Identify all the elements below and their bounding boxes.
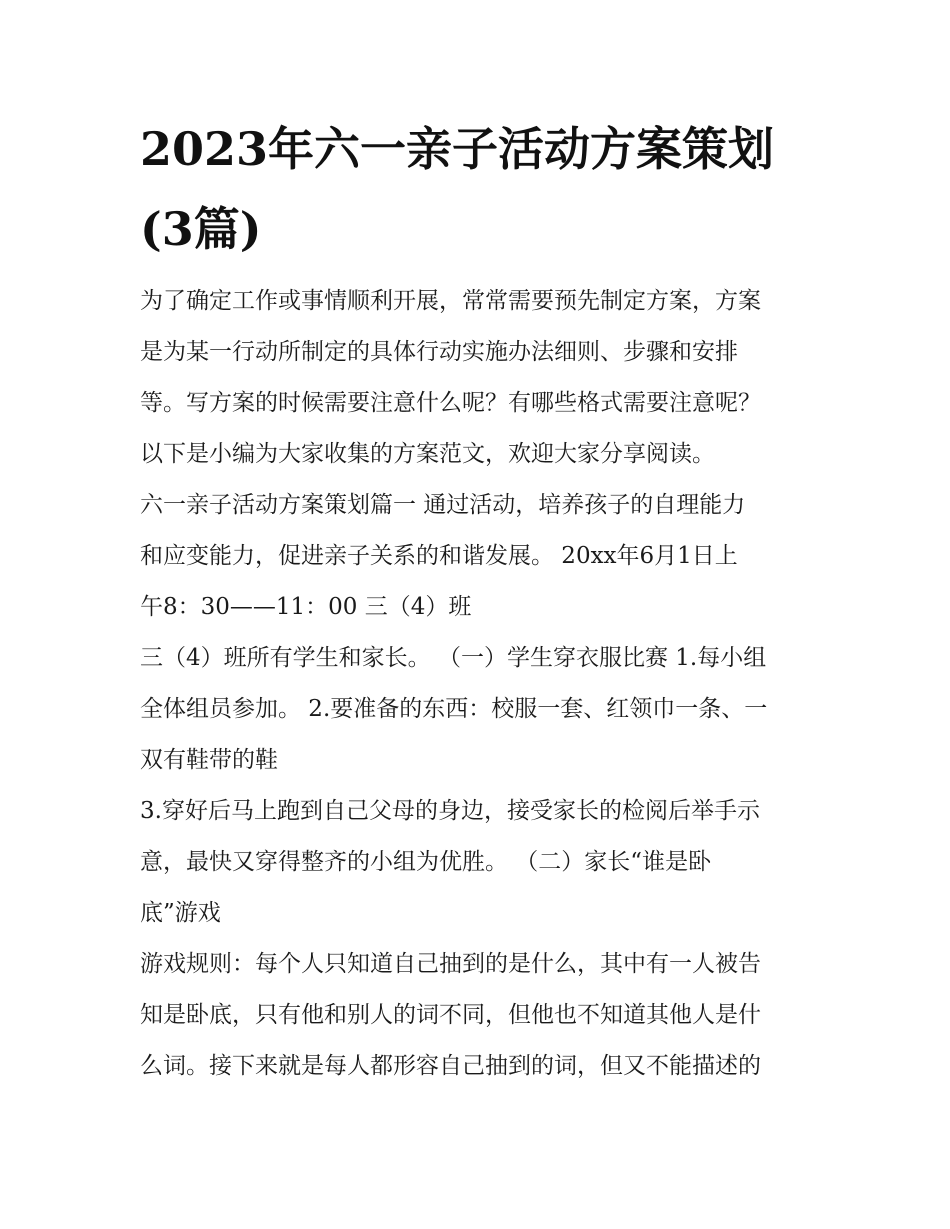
body-line: 和应变能力，促进亲子关系的和谐发展。 20xx年6月1日上	[140, 543, 738, 569]
body-line: 以下是小编为大家收集的方案范文，欢迎大家分享阅读。	[140, 441, 715, 467]
body-line: 六一亲子活动方案策划篇一 通过活动，培养孩子的自理能力	[140, 492, 746, 518]
document-title-line-1: 2023年六一亲子活动方案策划	[140, 122, 775, 176]
body-line: 为了确定工作或事情顺利开展，常常需要预先制定方案，方案	[140, 288, 761, 314]
body-line: 午8：30——11：00 三（4）班	[140, 594, 472, 620]
body-line: 么词。接下来就是每人都形容自己抽到的词，但又不能描述的	[140, 1053, 761, 1079]
body-line: 是为某一行动所制定的具体行动实施办法细则、步骤和安排	[140, 339, 738, 365]
body-line: 知是卧底，只有他和别人的词不同，但他也不知道其他人是什	[140, 1002, 761, 1028]
body-line: 3.穿好后马上跑到自己父母的身边，接受家长的检阅后举手示	[140, 798, 760, 824]
body-line: 三（4）班所有学生和家长。 （一）学生穿衣服比赛 1.每小组	[140, 645, 767, 671]
document-title-line-2: (3篇)	[140, 202, 262, 256]
body-line: 全体组员参加。 2.要准备的东西：校服一套、红领巾一条、一	[140, 696, 768, 722]
body-line: 双有鞋带的鞋	[140, 747, 278, 773]
body-line: 等。写方案的时候需要注意什么呢？有哪些格式需要注意呢？	[140, 390, 761, 416]
body-line: 游戏规则：每个人只知道自己抽到的是什么，其中有一人被告	[140, 951, 761, 977]
body-line: 意，最快又穿得整齐的小组为优胜。 （二）家长“谁是卧	[140, 849, 712, 875]
body-line: 底”游戏	[140, 900, 221, 926]
